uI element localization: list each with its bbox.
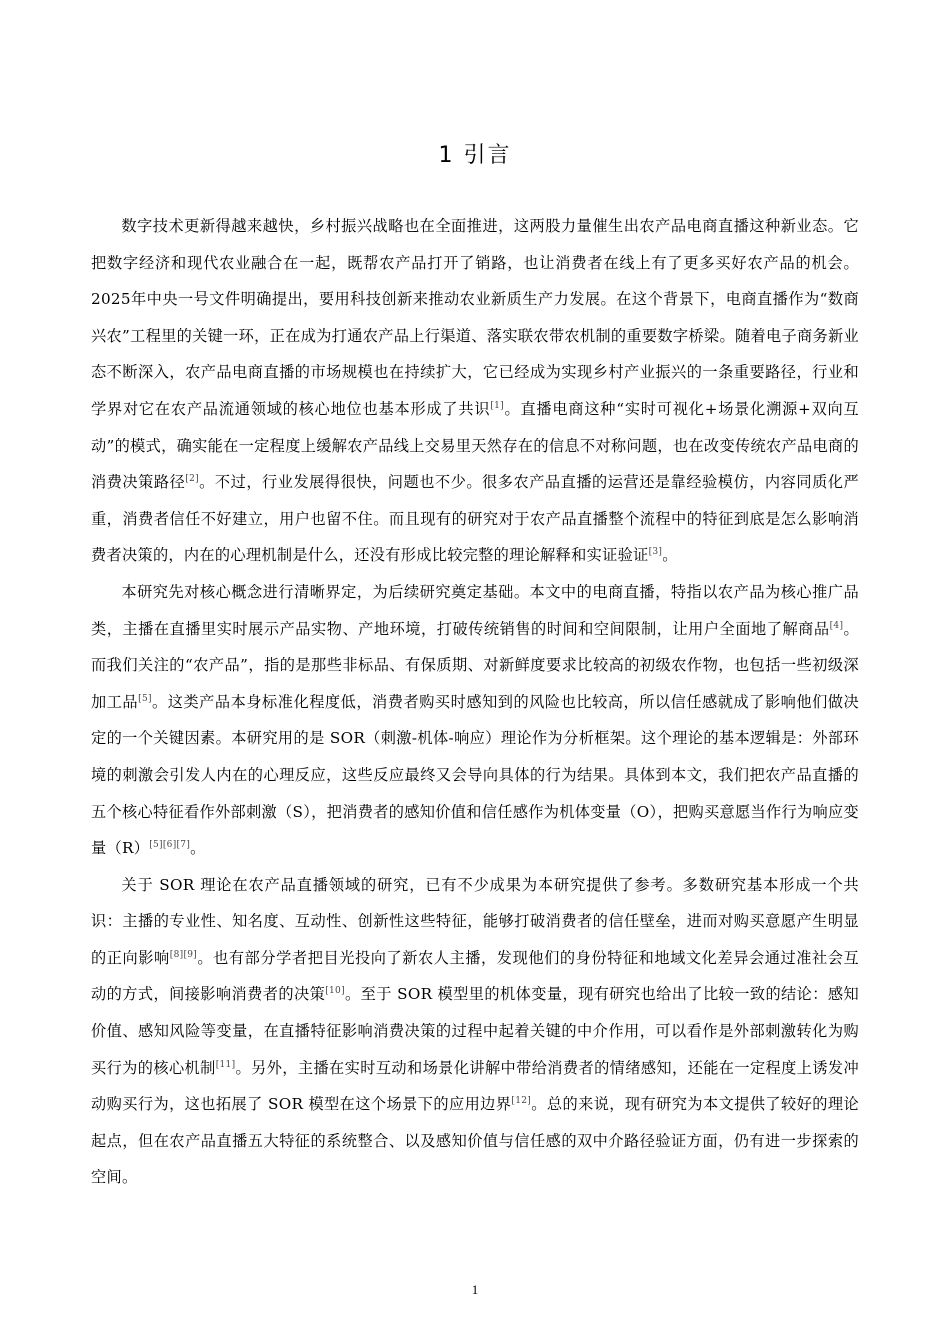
paragraph-2 (91, 574, 859, 867)
paragraph-text: 。 (190, 839, 206, 858)
citation-ref: [8][9] (169, 949, 198, 960)
citation-ref: [1] (490, 400, 504, 411)
citation-ref: [3] (648, 547, 663, 558)
section-heading (0, 138, 950, 169)
paragraph-text: 。这类产品本身标准化程度低，消费者购买时感知到的风险也比较高，所以信任感就成了影响他们做决定的一个关键因素。本研究用的是 SOR（刺激-机体-响应）理论作为分析框架。这个理论的基本逻辑是：外部环境的刺激会引发人内在的心理反应，这些反应最终又会导向具体的行为结果。具体到本文，我们把农产品直播的五个核心特征看作外部刺激（S），把消费者的感知价值和信任感作为机体变量（O），把购买意愿当作行为响应变量（R） (91, 692, 860, 858)
citation-ref: [2] (185, 474, 199, 485)
paragraph-text: 关于 SOR 理论在农产品直播领域的研究，已有不少成果为本研究提供了参考。多数研究基本形成一个共识：主播的专业性、知名度、互动性、创新性这些特征，能够打破消费者的信任壁垒，进而对购买意愿产生明显的正向影响 (91, 875, 859, 967)
paragraph-1 (91, 208, 859, 574)
paragraph-3 (91, 867, 859, 1196)
citation-ref: [5][6][7] (149, 840, 191, 851)
paragraph-text: 本研究先对核心概念进行清晰界定，为后续研究奠定基础。本文中的电商直播，特指以农产品为核心推广品类，主播在直播里实时展示产品实物、产地环境，打破传统销售的时间和空间限制，让用户全面地了解商品 (91, 582, 859, 638)
citation-ref: [11] (215, 1059, 236, 1070)
body-text (91, 208, 859, 1196)
paragraph-text: 。而我们关注的“农产品”，指的是那些非标品、有保质期、对新鲜度要求比较高的初级农作物，也包括一些初级深加工品 (91, 619, 859, 711)
citation-ref: [12] (511, 1096, 532, 1107)
citation-ref: [10] (325, 986, 345, 997)
citation-ref: [5] (138, 693, 152, 704)
paragraph-text: 。 (662, 546, 678, 565)
paragraph-text: 。也有部分学者把目光投向了新农人主播，发现他们的身份特征和地域文化差异会通过准社会互动的方式，间接影响消费者的决策 (91, 948, 859, 1004)
section-title: 引言 (463, 143, 512, 168)
citation-ref: [4] (829, 620, 844, 631)
page-number: 1 (471, 1282, 479, 1297)
paragraph-text: 数字技术更新得越来越快，乡村振兴战略也在全面推进，这两股力量催生出农产品电商直播这种新业态。它把数字经济和现代农业融合在一起，既帮农产品打开了销路，也让消费者在线上有了更多买好农产品的机会。2025年中央一号文件明确提出，要用科技创新来推动农业新质生产力发展。在这个背景下，电商直播作为“数商兴农”工程里的关键一环，正在成为打通农产品上行渠道、落实联农带农机制的重要数字桥梁。随着电子商务新业态不断深入，农产品电商直播的市场规模也在持续扩大，它已经成为实现乡村产业振兴的一条重要路径，行业和学界对它在农产品流通领域的核心地位也基本形成了共识 (91, 217, 859, 418)
paragraph-text: 。至于 SOR 模型里的机体变量，现有研究也给出了比较一致的结论：感知价值、感知风险等变量，在直播特征影响消费决策的过程中起着关键的中介作用，可以看作是外部刺激转化为购买行为的核心机制 (91, 985, 859, 1077)
paragraph-text: 。直播电商这种“实时可视化+场景化溯源+双向互动”的模式，确实能在一定程度上缓解农产品线上交易里天然存在的信息不对称问题，也在改变传统农产品电商的消费决策路径 (91, 399, 860, 492)
paragraph-text: 。另外，主播在实时互动和场景化讲解中带给消费者的情绪感知，还能在一定程度上诱发冲动购买行为，这也拓展了 SOR 模型在这个场景下的应用边界 (91, 1058, 859, 1114)
paragraph-text: 。不过，行业发展得很快，问题也不少。很多农产品直播的运营还是靠经验模仿，内容同质化严重，消费者信任不好建立，用户也留不住。而且现有的研究对于农产品直播整个流程中的特征到底是怎么影响消费者决策的，内在的心理机制是什么，还没有形成比较完整的理论解释和实证验证 (91, 473, 859, 565)
section-number: 1 (438, 143, 455, 168)
paragraph-text: 。总的来说，现有研究为本文提供了较好的理论起点，但在农产品直播五大特征的系统整合、以及感知价值与信任感的双中介路径验证方面，仍有进一步探索的空间。 (91, 1095, 859, 1187)
